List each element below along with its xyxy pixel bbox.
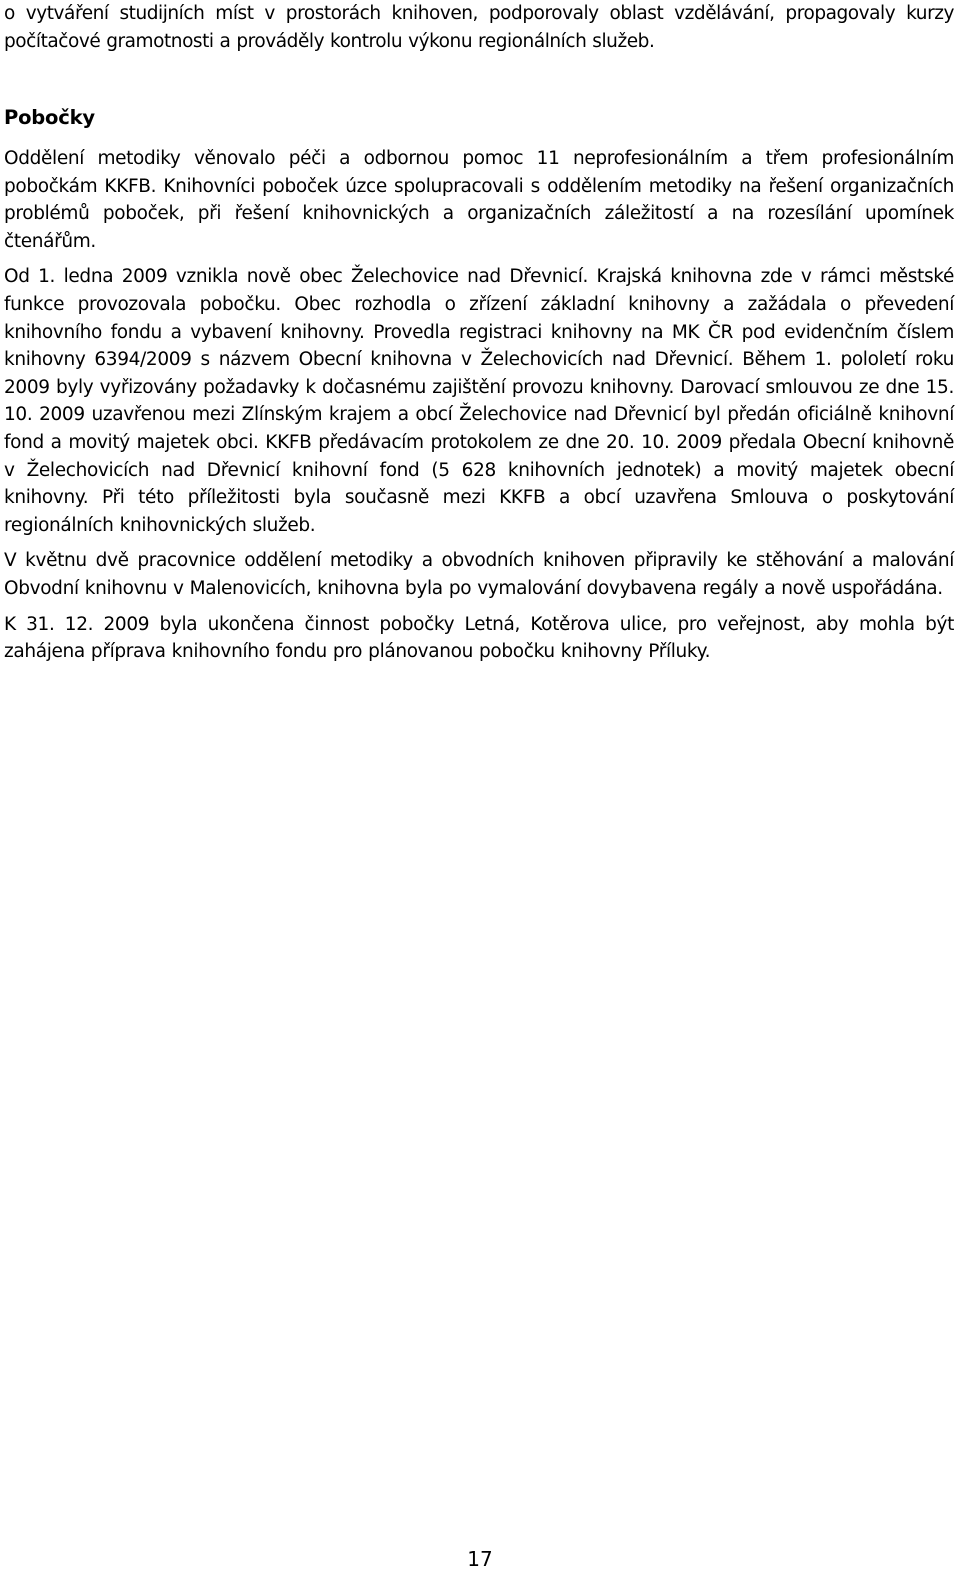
paragraph-letna-closure: K 31. 12. 2009 byla ukončena činnost pobočky Letná, Kotěrova ulice, pro veřejnost, aby mohla být zahájena příprava knihovního fondu pro plánovanou pobočku knihovny Příluky.: [4, 613, 954, 663]
continuation-paragraph: o vytváření studijních míst v prostorách knihoven, podporovaly oblast vzdělávání, propagovaly kurzy počítačové gramotnosti a prováděly kontrolu výkonu regionálních služeb.: [4, 3, 954, 52]
page-number: 17: [467, 1547, 493, 1571]
paragraph-zelechovice: Od 1. ledna 2009 vznikla nově obec Želechovice nad Dřevnicí. Krajská knihovna zde v rámci městské funkce provozovala pobočku. Obec rozhodla o zřízení základní knihovny a zažádala o převedení knihovního fondu a vybavení knihovny. Provedla registraci knihovny na MK ČR pod evidenčním číslem knihovny 6394/2009 s názvem Obecní knihovna v Želechovicích nad Dřevnicí. Během 1. pololetí roku 2009 byly vyřizovány požadavky k dočasnému zajištění provozu knihovny. Darovací smlouvou ze dne 15. 10. 2009 uzavřenou mezi Zlínským krajem a obcí Želechovice nad Dřevnicí byl předán oficiálně knihovní fond a movitý majetek obci. KKFB předávacím protokolem ze dne 20. 10. 2009 předala Obecní knihovně v Želechovicích nad Dřevnicí knihovní fond (5 628 knihovních jednotek) a movitý majetek obecní knihovny. Při této příležitosti byla současně mezi KKFB a obcí uzavřena Smlouva o poskytování regionálních knihovnických služeb.: [4, 266, 954, 536]
section-body: [4, 145, 954, 674]
section-heading: Pobočky: [4, 106, 95, 129]
paragraph-malenovice: V květnu dvě pracovnice oddělení metodiky a obvodních knihoven připravily ke stěhování a malování Obvodní knihovnu v Malenovicích, knihovna byla po vymalování dovybavena regály a nově uspořádána.: [4, 550, 954, 599]
paragraph-branches-care: Oddělení metodiky věnovalo péči a odbornou pomoc 11 neprofesionálním a třem profesionálním pobočkám KKFB. Knihovníci poboček úzce spolupracovali s oddělením metodiky na řešení organizačních problémů poboček, při řešení knihovnických a organizačních záležitostí a na rozesílání upomínek čtenářům.: [4, 148, 954, 252]
